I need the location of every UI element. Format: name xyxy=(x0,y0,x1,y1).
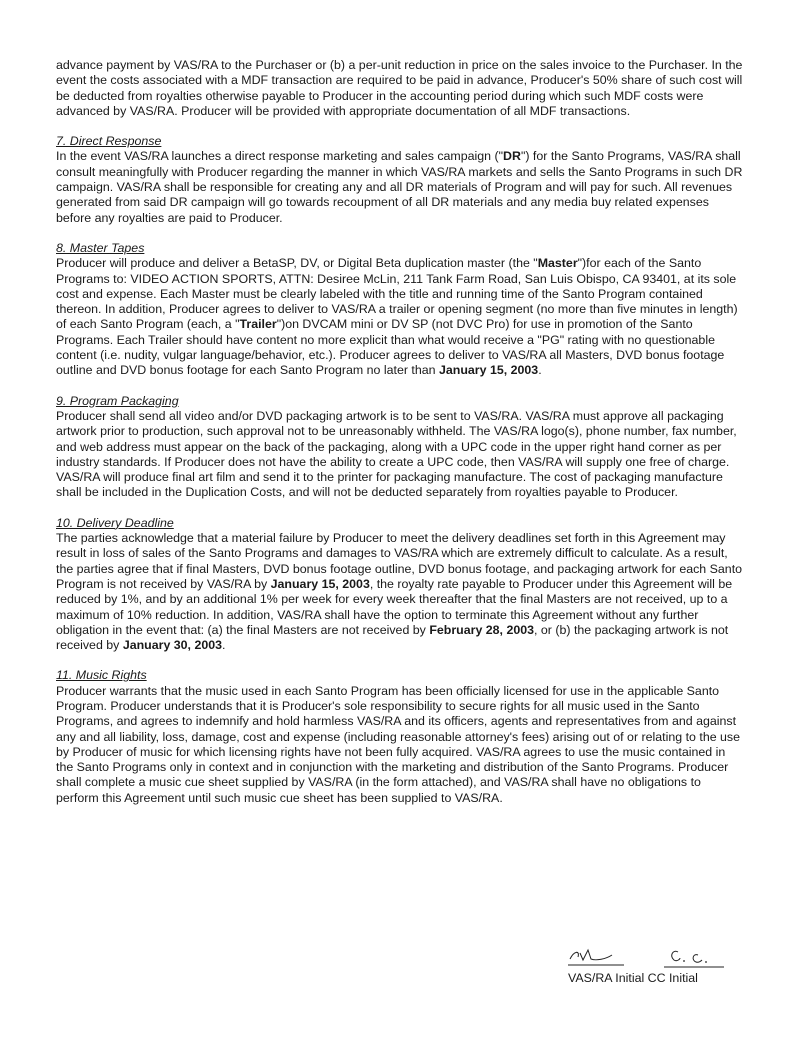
section-body: Producer will produce and deliver a BetaSP, DV, or Digital Beta duplication master (the "Master")for each of the Santo Programs to: VIDEO ACTION SPORTS, ATTN: Desiree McLin, 211 Tank Farm Road, San Luis Obispo, CA 93401, at its sole cost and expense. Each Master must be clearly labeled with the title and running time of the Santo Program contained thereon. In addition, Producer agrees to deliver to VAS/RA a trailer or opening segment (no more than five minutes in length) of each Santo Program (each, a "Trailer")on DVCAM mini or DV SP (not DVC Pro) for use in promotion of the Santo Programs. Each Trailer should have content no more explicit than what would receive a "PG" rating with no questionable content (i.e. nudity, vulgar language/behavior, etc.). Producer agrees to deliver to VAS/RA all Masters, DVD bonus footage outline and DVD bonus footage for each Santo Program no later than January 15, 2003. xyxy=(56,256,738,378)
intro-paragraph: advance payment by VAS/RA to the Purchaser or (b) a per-unit reduction in price on the sales invoice to the Purchaser. In the event the costs associated with a MDF transaction are required to be paid in advance, Producer's 50% share of such cost will be deducted from royalties otherwise payable to Producer in the accounting period during which such MDF costs were advanced by VAS/RA. Producer will be provided with appropriate documentation of all MDF transactions. xyxy=(56,58,743,118)
handwritten-initials-signature xyxy=(566,941,746,973)
initials-block xyxy=(566,941,746,991)
section-heading: 9. Program Packaging xyxy=(56,393,179,408)
deadline-date: January 15, 2003 xyxy=(438,363,539,378)
section-direct-response xyxy=(56,134,744,226)
section-master-tapes xyxy=(56,241,744,379)
document-page xyxy=(56,58,744,806)
section-heading: 8. Master Tapes xyxy=(56,240,145,255)
section-heading: 11. Music Rights xyxy=(56,668,147,683)
section-music-rights xyxy=(56,668,744,806)
section-heading: 7. Direct Response xyxy=(56,134,162,149)
deadline-date: January 15, 2003 xyxy=(270,576,370,591)
section-delivery-deadline xyxy=(56,516,744,654)
initials-label: VAS/RA Initial CC Initial xyxy=(568,971,698,985)
defined-term: Master xyxy=(537,256,578,271)
deadline-date: February 28, 2003 xyxy=(429,622,535,637)
section-program-packaging xyxy=(56,394,744,501)
section-body: Producer warrants that the music used in each Santo Program has been officially licensed for use in the applicable Santo Program. Producer understands that it is Producer's sole responsibility to secure rights for all music used in the Santo Programs, and agrees to indemnify and hold harmless VAS/RA and its officers, agents and representatives from and against any and all liability, loss, damage, cost and expense (including reasonable attorney's fees) arising out of or relating to the use by Producer of music for which licensing rights have not been fully acquired. VAS/RA agrees to use the music contained in the Santo Programs only in context and in conjunction with the marketing and distribution of the Santo Programs. Producer shall complete a music cue sheet supplied by VAS/RA (in the form attached), and VAS/RA shall have no obligations to perform this Agreement until such music cue sheet has been supplied to VAS/RA. xyxy=(56,683,741,805)
defined-term: Trailer xyxy=(239,317,277,332)
section-heading: 10. Delivery Deadline xyxy=(56,515,174,530)
deadline-date: January 30, 2003 xyxy=(122,638,223,653)
section-body: In the event VAS/RA launches a direct response marketing and sales campaign ("DR") for the Santo Programs, VAS/RA shall consult meaningfully with Producer regarding the manner in which VAS/RA markets and sells the Santo Programs in such DR campaign. VAS/RA shall be responsible for creating any and all DR materials of Program and will pay for such. All revenues generated from said DR campaign will go towards recoupment of all DR materials and any media buy related expenses before any royalties are paid to Producer. xyxy=(56,149,743,225)
defined-term: DR xyxy=(503,149,521,164)
section-body: Producer shall send all video and/or DVD packaging artwork is to be sent to VAS/RA. VAS/RA must approve all packaging artwork prior to production, such approval not to be unreasonably withheld. The VAS/RA logo(s), phone number, fax number, and web address must appear on the back of the packaging, along with a UPC code in the upper right hand corner as per industry standards. If Producer does not have the ability to create a UPC code, then VAS/RA will supply one free of charge. VAS/RA will produce final art film and send it to the printer for packaging manufacture. The cost of packaging manufacture shall be included in the Duplication Costs, and will not be deducted separately from royalties payable to Producer. xyxy=(56,408,737,500)
section-body: The parties acknowledge that a material failure by Producer to meet the delivery deadlines set forth in this Agreement may result in loss of sales of the Santo Programs and damages to VAS/RA which are extremely difficult to calculate. As a result, the parties agree that if final Masters, DVD bonus footage outline, DVD bonus footage, and packaging artwork for each Santo Program is not received by VAS/RA by January 15, 2003, the royalty rate payable to Producer under this Agreement will be reduced by 1%, and by an additional 1% per week for every week thereafter that the final Masters are not received, up to a maximum of 10% reduction. In addition, VAS/RA shall have the option to terminate this Agreement without any further obligation in the event that: (a) the final Masters are not received by February 28, 2003, or (b) the packaging artwork is not received by January 30, 2003. xyxy=(56,531,743,653)
